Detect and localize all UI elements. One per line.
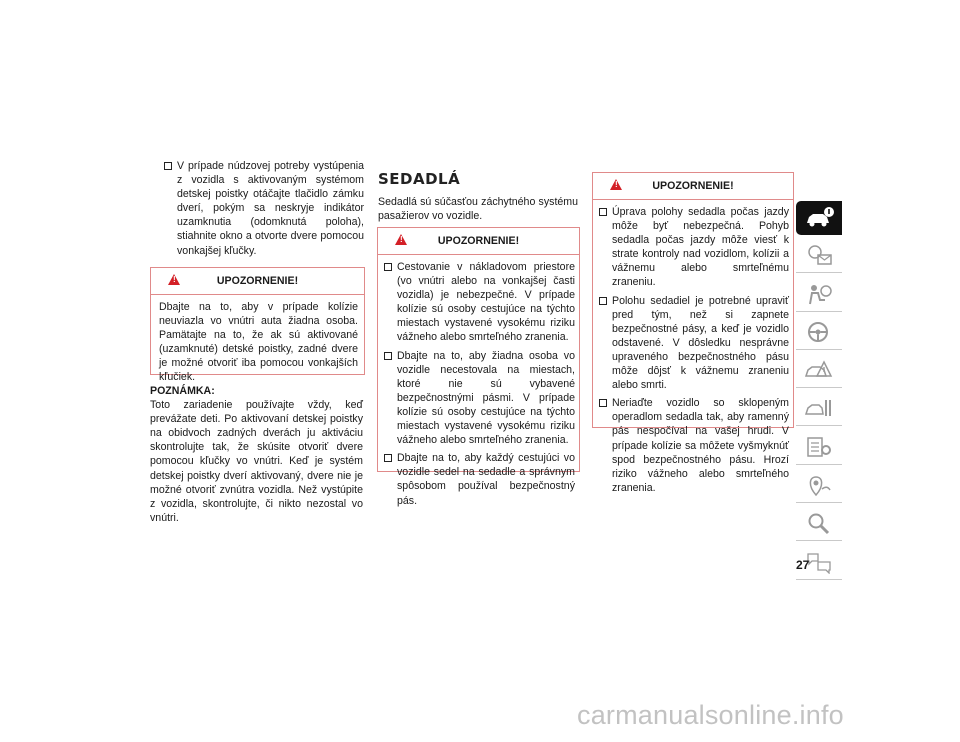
warning-text: Dbajte na to, aby v prípade kolízie neuviazla vo vnútri auta žiadna osoba. Pamätajte na to, že ak sú aktivované (uzamknuté) detské poistky, zadné dvere je možné otvoriť iba pomocou vonkajších kľučiek.: [159, 301, 358, 384]
warning-box-right: [592, 172, 794, 494]
bullet-text: Dbajte na to, aby žiadna osoba vo vozidle necestovala na miestach, ktoré nie sú vybavené bezpečnostnými pásmi. V prípade kolízie sú osoby cestujúce na týchto miestach vystavené vysokému riziku vážneho alebo smrteľného zranenia.: [397, 349, 575, 447]
page-number: 27: [796, 558, 810, 572]
magnifier-icon: [804, 511, 834, 535]
warning-title: UPOZORNENIE!: [216, 275, 299, 287]
checkbox-square-icon: [599, 399, 607, 407]
list-item: [597, 294, 789, 393]
steering-wheel-icon: [804, 320, 834, 344]
list-item: [597, 205, 789, 290]
warning-title: UPOZORNENIE!: [652, 180, 734, 192]
list-settings-icon: [804, 435, 834, 459]
tab-technical-specs[interactable]: [796, 430, 842, 465]
column-left: [162, 159, 364, 262]
checkbox-square-icon: [164, 162, 172, 170]
tab-safety[interactable]: [796, 277, 842, 312]
warning-body: [593, 200, 793, 505]
list-item: [162, 159, 364, 258]
tab-warning-lights[interactable]: [796, 238, 842, 273]
warning-header: [151, 268, 364, 295]
warning-light-icon: [804, 243, 834, 267]
tab-starting-operating[interactable]: [796, 315, 842, 350]
warning-header: [378, 228, 579, 255]
warning-triangle-icon: !: [395, 234, 407, 245]
tab-multimedia[interactable]: [796, 468, 842, 503]
warning-triangle-icon: !: [168, 274, 180, 285]
tab-index[interactable]: [796, 506, 842, 541]
list-item: [597, 396, 789, 495]
warning-box-left: [150, 267, 365, 384]
list-item: [382, 260, 575, 345]
list-item: [382, 349, 575, 448]
bullet-text: Dbajte na to, aby každý cestujúci vo vozidle sedel na sedadle a správnym spôsobom používal bezpečnostný pás.: [397, 452, 575, 507]
bullet-text: Cestovanie v nákladovom priestore (vo vnútri alebo na vonkajšej časti vozidla) je nebezpečné. V prípade kolízie sú osoby cestujúce na týchto miestach vystavené vysokému riziku vážneho alebo smrteľného zranenia.: [397, 261, 575, 344]
checkbox-square-icon: [384, 263, 392, 271]
bullet-text: Úprava polohy sedadla počas jazdy môže byť nebezpečná. Pohyb sedadla počas jazdy môže viesť k strate kontroly nad vozidlom, kolízii a vážnemu alebo smrteľnému zraneniu.: [612, 206, 789, 289]
warning-title: UPOZORNENIE!: [437, 235, 520, 247]
bullet-text: Polohu sedadiel je potrebné upraviť pred tým, než si zapnete bezpečnostné pásy, a keď je vozidlo odstavené. V dôsledku nesprávne upraveného bezpečnostného pásu môže dôjsť k vážnemu zraneniu alebo smrti.: [612, 294, 789, 392]
car-crash-icon: [804, 358, 834, 382]
checkbox-square-icon: [599, 297, 607, 305]
bullet-text: V prípade núdzovej potreby vystúpenia z vozidla s aktivovaným systémom detskej poistky otáčajte tlačidlo zámku dverí, pokým sa neskryje indikátor uzamknutia (odomknutá poloha), stiahnite okno a otvorte dvere pomocou vonkajšej kľučky.: [177, 160, 364, 257]
map-pin-icon: [804, 473, 834, 497]
checkbox-square-icon: [599, 208, 607, 216]
note-block: [150, 384, 363, 525]
warning-body: [378, 255, 579, 518]
tab-car-info[interactable]: [796, 201, 842, 235]
section-intro: Sedadlá sú súčasťou záchytného systému pasažierov vo vozidle.: [378, 196, 578, 223]
section-title: SEDADLÁ: [378, 170, 461, 188]
checkbox-square-icon: [384, 352, 392, 360]
warning-box-middle: [377, 227, 580, 507]
tab-servicing[interactable]: [796, 391, 842, 426]
warning-triangle-icon: !: [610, 179, 622, 190]
chapter-tabs: [796, 201, 842, 583]
bullet-text: Neriaďte vozidlo so sklopeným operadlom sedadla tak, aby ramenný pás nespočíval na vašej hrudi. V prípade kolízie sa môžete vyšmyknúť spod bezpečnostného pásu. Hrozí riziko vážneho alebo smrteľného zranenia.: [612, 397, 789, 494]
warning-header: [593, 173, 793, 200]
car-info-icon: [804, 206, 834, 230]
note-text: Toto zariadenie používajte vždy, keď prevážate deti. Po aktivovaní detskej poistky na obidvoch zadných dverách ju aktiváciu skontrolujte tak, že skúsite otvoriť dvere pomocou kľučky vo vnútri. Keď je systém detskej poistky dverí aktivovaný, dvere nie je možné otvoriť zvnútra vozidla. Než vystúpite z vozidla, skontrolujte, či nikto nezostal vo vnútri.: [150, 399, 363, 524]
note-title: POZNÁMKA:: [150, 385, 215, 397]
airbag-person-icon: [804, 282, 834, 306]
column-middle: [378, 172, 578, 223]
car-tools-icon: [804, 396, 834, 420]
watermark: carmanualsonline.info: [577, 700, 844, 730]
checkbox-square-icon: [384, 454, 392, 462]
list-item: [382, 451, 575, 507]
tab-emergency[interactable]: [796, 353, 842, 388]
